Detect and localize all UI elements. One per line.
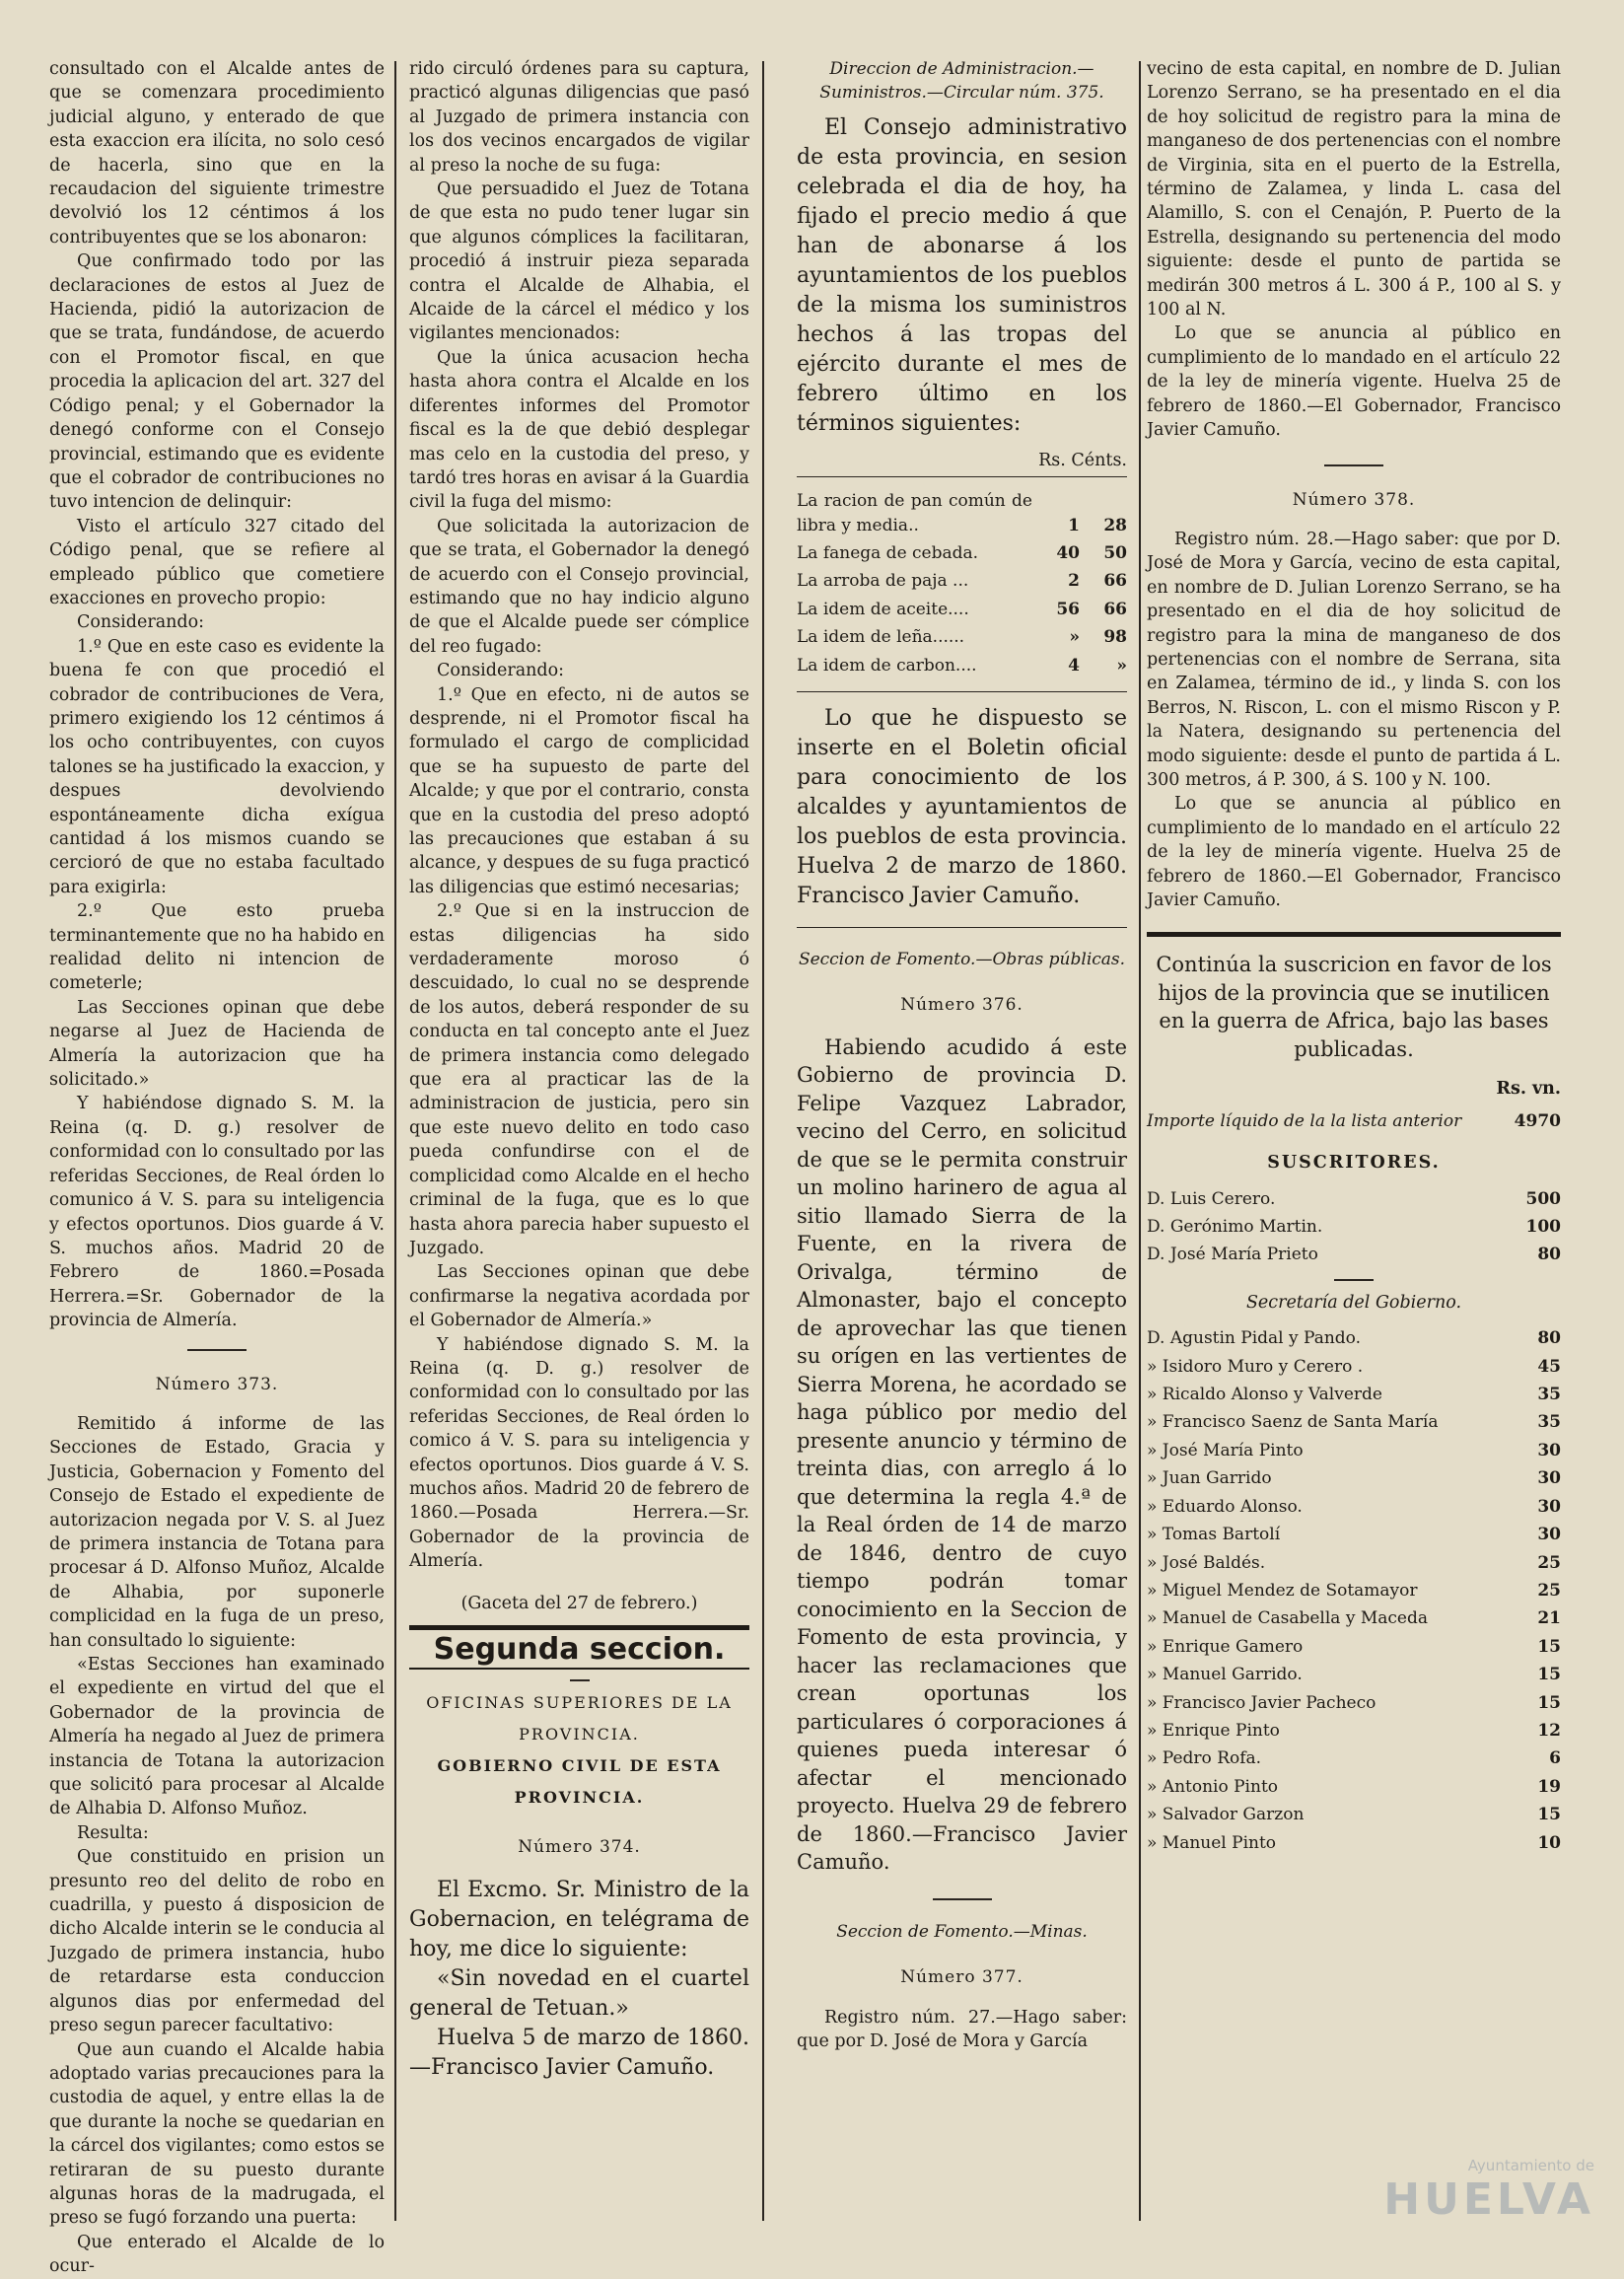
item-label: La idem de carbon.... — [797, 655, 977, 676]
paragraph: Habiendo acudido á este Gobierno de provincia D. Felipe Vazquez Labrador, vecino del Cerro, en solicitud de que se le permita construir un molino harinero de agua al sitio llamado Sierra de la Fuente, en la rivera de Orivalga, término de Almonaster, bajo el concepto de aprovechar las que tienen su orígen en las vertientes de Sierra Morena, he acordado se haga público por medio del presente anuncio y término de treinta dias, con arreglo á lo que determina la regla 4.ª de la Real órden de 14 de marzo de 1846, dentro de cuyo tiempo podrán tomar conocimiento en la Seccion de Fomento de esta provincia, y hacer las reclamaciones que crean oportunas los particulares ó corporaciones á quienes pueda interesar ó afectar el mencionado proyecto. Huelva 29 de febrero de 1860.—Francisco Javier Camuño. — [797, 1034, 1127, 1875]
paragraph: Y habiéndose dignado S. M. la Reina (q. D. g.) resolver de conformidad con lo consultado por las referidas Secciones, de Real órden lo comico á V. S. para su inteligencia y efectos oportunos. Dios guarde á V. S. muchos años. Madrid 20 de febrero de 1860.—Posada Herrera.—Sr. Gobernador de la provincia de Almería. — [409, 1334, 749, 1572]
table-row — [1147, 1577, 1561, 1604]
subscriber-amount: 15 — [1537, 1692, 1561, 1713]
table-row — [797, 596, 1127, 623]
secretaria-heading: Secretaría del Gobierno. — [1245, 1292, 1462, 1313]
subscriber-name: D. Agustin Pidal y Pando. — [1147, 1328, 1362, 1349]
table-row — [1147, 1353, 1561, 1381]
column-rule — [762, 61, 764, 2221]
subscribers-list-2 — [1147, 1324, 1561, 1857]
subscriber-name: » Eduardo Alonso. — [1147, 1496, 1303, 1517]
section-heading: Seccion de Fomento.—Obras públicas. — [798, 950, 1126, 970]
paragraph: El Consejo administrativo de esta provincia, en sesion celebrada el dia de hoy, ha fijado el precio medio á que han de abonarse á los ayuntamientos de los pueblos de la misma los suministros hechos á las tropas del ejército durante el mes de febrero último en los términos siguientes: — [797, 114, 1127, 436]
paragraph: Huelva 5 de marzo de 1860.—Francisco Javier Camuño. — [409, 2025, 749, 2080]
section-number: Número 374. — [518, 1837, 641, 1858]
paragraph: Que persuadido el Juez de Totana de que esta no pudo tener lugar sin que algunos cómplices la facilitaran, procedió á instruir pieza separada contra el Alcalde de Alhabia, el Alcaide de la cárcel el médico y los vigilantes mencionados: — [409, 179, 749, 344]
paragraph: Lo que se anuncia al público en cumplimiento de lo mandado en el artículo 22 de la ley de minería vigente. Huelva 25 de febrero de 1860.—El Gobernador, Francisco Javier Camuño. — [1147, 323, 1561, 441]
paragraph: «Sin novedad en el cuartel general de Tetuan.» — [409, 1965, 749, 2021]
table-row — [1147, 1107, 1561, 1135]
section-heading: Seccion de Fomento.—Minas. — [836, 1921, 1088, 1942]
table-row — [797, 623, 1127, 651]
paragraph: Lo que he dispuesto se inserte en el Boletin oficial para conocimiento de los alcaldes y ayuntamientos de los pueblos de esta provincia. Huelva 2 de marzo de 1860. Francisco Javier Camuño. — [797, 706, 1127, 909]
table-row — [1147, 1521, 1561, 1548]
table-row — [1147, 1437, 1561, 1464]
subscriber-amount: 45 — [1537, 1356, 1561, 1377]
table-row — [1147, 1213, 1561, 1241]
paragraph: Que confirmado todo por las declaraciones de estos al Juez de Hacienda, pidió la autorizacion de que se trata, fundándose, de acuerdo con el Promotor fiscal, en que procedia la aplicacion del art. 327 del Código penal; y el Gobernador la denegó conforme con el Consejo provincial, estimando que es evidente que el cobrador de contribuciones no tuvo intencion de delinquir: — [49, 251, 385, 513]
section-number: Número 377. — [900, 1967, 1024, 1988]
centimos-value: 66 — [1103, 599, 1127, 619]
subscriber-name: » Francisco Saenz de Santa María — [1147, 1412, 1439, 1433]
section-number: Número 373. — [155, 1374, 279, 1394]
paragraph: «Estas Secciones han examinado el expediente en virtud del que el Gobernador de la provincia de Almería ha negado al Juez de primera instancia de Totana la autorizacion que solicitó para procesar al Alcalde de Alhabia D. Alfonso Muñoz. — [49, 1655, 385, 1819]
source-note: (Gaceta del 27 de febrero.) — [460, 1593, 698, 1613]
subscriber-name: » Isidoro Muro y Cerero . — [1147, 1356, 1364, 1377]
paragraph: Y habiéndose dignado S. M. la Reina (q. D. g.) resolver de conformidad con lo consultado por las referidas Secciones, de Real órden lo comunico á V. S. para su inteligencia y efectos oportunos. Dios guarde á V. S. muchos años. Madrid 20 de Febrero de 1860.=Posada Herrera.=Sr. Gobernador de la provincia de Almería. — [49, 1094, 385, 1331]
subscriber-name: » Manuel Pinto — [1147, 1832, 1277, 1853]
paragraph: Considerando: — [437, 661, 565, 681]
divider — [1147, 932, 1561, 937]
paragraph: 2.º Que esto prueba terminantemente que no ha habido en realidad delito ni intencion de cometerle; — [49, 901, 385, 994]
importe-value: 4970 — [1514, 1110, 1561, 1131]
paragraph: Que la única acusacion hecha hasta ahora contra el Alcalde en los diferentes informes del Promotor fiscal es la de que debió desplegar mas celo en la custodia del preso, y tardó tres horas en avisar á la Guardia civil la fuga del mismo: — [409, 347, 749, 513]
subscriber-name: D. Luis Cerero. — [1147, 1188, 1276, 1209]
heading-oficinas: OFICINAS SUPERIORES DE LA PROVINCIA. — [426, 1693, 733, 1745]
subscriber-name: » Manuel Garrido. — [1147, 1665, 1303, 1685]
paragraph: Resulta: — [77, 1822, 149, 1843]
subscriber-amount: 15 — [1537, 1805, 1561, 1825]
table-row — [1147, 1829, 1561, 1857]
table-row — [797, 487, 1127, 539]
section-number: Número 376. — [900, 995, 1024, 1016]
subscriber-name: » José María Pinto — [1147, 1440, 1304, 1460]
currency-header: Rs. vn. — [1496, 1079, 1561, 1100]
subscriber-amount: 100 — [1525, 1217, 1561, 1238]
subscriber-amount: 80 — [1537, 1328, 1561, 1349]
divider — [1324, 464, 1383, 466]
divider — [570, 1679, 590, 1681]
paragraph: Que enterado el Alcalde de lo ocur- — [49, 2232, 385, 2277]
table-row — [1147, 1381, 1561, 1408]
reales-value: 56 — [1056, 599, 1080, 619]
subscriber-amount: 25 — [1537, 1580, 1561, 1601]
section-title: Segunda seccion. — [433, 1632, 726, 1667]
item-label: La fanega de cebada. — [797, 543, 979, 564]
subscriber-name: » Enrique Gamero — [1147, 1636, 1304, 1657]
watermark-line2: HUELVA — [1383, 2174, 1594, 2225]
section-number: Número 378. — [1292, 489, 1416, 510]
item-label: La racion de pan común de libra y media.. — [797, 491, 1032, 535]
divider — [187, 1349, 247, 1351]
table-row — [1147, 1549, 1561, 1577]
centimos-value: 98 — [1103, 627, 1127, 648]
item-label: La idem de aceite.... — [797, 599, 969, 619]
paragraph: Visto el artículo 327 citado del Código penal, que se refiere al empleado público que cometiere exacciones en provecho propio: — [49, 516, 385, 608]
table-row — [1147, 1324, 1561, 1352]
paragraph: 1.º Que en este caso es evidente la buena fe con que procedió el cobrador de contribuciones de Vera, primero exigiendo los 12 céntimos á los ocho contribuyentes, con cuyos talones se ha justificado la exaccion, y despues devolviendo espontáneamente dicha exígua cantidad á los mismos cuando se cercioró de que no estaba facultado para exigirla: — [49, 636, 385, 897]
paragraph: consultado con el Alcalde antes de que se comenzara procedimiento judicial alguno, y enterado de que esta exaccion era ilícita, no solo cesó de hacerla, sino que en la recaudacion del siguiente trimestre devolvió los 12 céntimos á los contribuyentes que se los abonaron: — [49, 59, 385, 248]
reales-value: 1 — [1068, 515, 1080, 535]
table-header: Rs. Cénts. — [1038, 450, 1127, 470]
watermark-line1: Ayuntamiento de — [1467, 2157, 1594, 2174]
subscriber-amount: 30 — [1537, 1496, 1561, 1517]
table-row — [1147, 1185, 1561, 1213]
paragraph: Las Secciones opinan que debe negarse al Juez de Hacienda de Almería la autorizacion que ha solicitado.» — [49, 997, 385, 1091]
subscriber-amount: 35 — [1537, 1385, 1561, 1405]
divider — [797, 691, 1127, 692]
subscriber-name: » Ricaldo Alonso y Valverde — [1147, 1385, 1382, 1405]
subscriber-name: » Salvador Garzon — [1147, 1805, 1305, 1825]
subscriber-name: D. Gerónimo Martin. — [1147, 1217, 1323, 1238]
subscriber-name: » Tomas Bartolí — [1147, 1525, 1281, 1545]
subscriber-amount: 30 — [1537, 1525, 1561, 1545]
item-label: La arroba de paja ... — [797, 571, 969, 592]
subscriber-amount: 500 — [1525, 1188, 1561, 1209]
table-row — [1147, 1745, 1561, 1772]
table-row — [1147, 1493, 1561, 1521]
table-row — [1147, 1773, 1561, 1801]
subscriber-amount: 30 — [1537, 1468, 1561, 1489]
table-row — [1147, 1464, 1561, 1492]
paragraph: Considerando: — [77, 612, 205, 633]
divider — [797, 927, 1127, 928]
subscriber-name: » José Baldés. — [1147, 1552, 1266, 1573]
subscriber-amount: 35 — [1537, 1412, 1561, 1433]
centimos-value: 50 — [1103, 543, 1127, 564]
reales-value: » — [1069, 627, 1080, 648]
subscriber-name: » Pedro Rofa. — [1147, 1748, 1262, 1769]
column-2 — [409, 57, 749, 2083]
subscriber-amount: 25 — [1537, 1552, 1561, 1573]
table-row — [1147, 1801, 1561, 1828]
reales-value: 2 — [1068, 571, 1080, 592]
section-banner — [409, 1625, 749, 1670]
price-table — [797, 487, 1127, 679]
subscriber-name: » Enrique Pinto — [1147, 1720, 1280, 1741]
subscriber-name: D. José María Prieto — [1147, 1245, 1318, 1265]
subscriber-amount: 19 — [1537, 1776, 1561, 1797]
paragraph: 1.º Que en efecto, ni de autos se desprende, ni el Promotor fiscal ha formulado el cargo de complicidad que se ha supuesto de parte del Alcalde; y que por el contrario, consta que en la custodia del preso adoptó las precauciones que estaban á su alcance, y despues de su fuga practicó las diligencias que estimó necesarias; — [409, 684, 749, 897]
table-row — [797, 567, 1127, 595]
heading-gobierno: GOBIERNO CIVIL DE ESTA PROVINCIA. — [437, 1756, 722, 1808]
table-row — [1147, 1633, 1561, 1661]
divider — [933, 1898, 992, 1900]
centimos-value: 28 — [1103, 515, 1127, 535]
paragraph: Que solicitada la autorizacion de que se trata, el Gobernador la denegó de acuerdo con el Consejo provincial, estimando que no hay indicio alguno de que el Alcalde puede ser cómplice del reo fugado: — [409, 516, 749, 657]
table-row — [1147, 1689, 1561, 1717]
table-row — [1147, 1241, 1561, 1268]
subscriber-amount: 15 — [1537, 1636, 1561, 1657]
column-rule — [1139, 61, 1141, 2221]
subscriber-name: » Francisco Javier Pacheco — [1147, 1692, 1377, 1713]
column-4 — [1147, 57, 1561, 1857]
column-1 — [49, 57, 385, 2279]
subscriber-amount: 30 — [1537, 1440, 1561, 1460]
paragraph: Lo que se anuncia al público en cumplimiento de lo mandado en el artículo 22 de la ley de minería vigente. Huelva 25 de febrero de 1860.—El Gobernador, Francisco Javier Camuño. — [1147, 794, 1561, 910]
paragraph: 2.º Que si en la instruccion de estas diligencias ha sido verdaderamente moroso ó descuidado, lo cual no se desprende de los autos, deberá responder de su conducta en tal concepto ante el Juez de primera instancia como delegado que era al practicar las de la administracion de justicia, pero sin que este nuevo delito en todo caso pueda confundirse con el de complicidad como Alcalde en el hecho criminal de la fuga, que es lo que hasta ahora parecia haber supuesto el Juzgado. — [409, 901, 749, 1258]
centimos-value: » — [1116, 655, 1127, 676]
reales-value: 40 — [1056, 543, 1080, 564]
paragraph: rido circuló órdenes para su captura, practicó algunas diligencias que pasó al Juzgado de primera instancia con los dos vecinos encargados de vigilar al preso la noche de su fuga: — [409, 59, 749, 176]
reales-value: 4 — [1068, 655, 1080, 676]
table-row — [1147, 1604, 1561, 1632]
importe-table — [1147, 1107, 1561, 1135]
table-row — [1147, 1717, 1561, 1745]
column-rule — [394, 61, 396, 2221]
paragraph: Que constituido en prision un presunto reo del delito de robo en cuadrilla, y puesto á disposicion de dicho Alcalde interin se le conducia al Juzgado de primera instancia, hubo de retardarse esta conduccion algunos dias por enfermedad del preso segun parecer facultativo: — [49, 1847, 385, 2036]
paragraph: Remitido á informe de las Secciones de Estado, Gracia y Justicia, Gobernacion y Fomento del Consejo de Estado el expediente de autorizacion negada por V. S. al Juez de primera instancia de Totana para procesar á D. Alfonso Muñoz, Alcalde de Alhabia, por suponerle complicidad en la fuga de un preso, han consultado lo siguiente: — [49, 1413, 385, 1651]
subscriber-amount: 10 — [1537, 1832, 1561, 1853]
subscriber-amount: 21 — [1537, 1608, 1561, 1629]
subscriber-amount: 6 — [1549, 1748, 1561, 1769]
subscriber-name: » Manuel de Casabella y Maceda — [1147, 1608, 1428, 1629]
subscribers-list-1 — [1147, 1185, 1561, 1269]
paragraph: Las Secciones opinan que debe confirmarse la negativa acordada por el Gobernador de Almería.» — [409, 1262, 749, 1331]
table-row — [1147, 1661, 1561, 1688]
subscriber-name: » Miguel Mendez de Sotamayor — [1147, 1580, 1418, 1601]
divider — [797, 476, 1127, 477]
subscriber-amount: 12 — [1537, 1720, 1561, 1741]
subscriber-amount: 80 — [1537, 1245, 1561, 1265]
divider — [1334, 1279, 1374, 1281]
paragraph: Que aun cuando el Alcalde habia adoptado varias precauciones para la custodia de aquel, y entre ellas la de que durante la noche se quedarian en la cárcel dos vigilantes; como estos se retiraran de su puesto durante algunas horas de la madrugada, el preso se fugó forzando una puerta: — [49, 2039, 385, 2229]
subscriber-name: » Antonio Pinto — [1147, 1776, 1279, 1797]
paragraph: vecino de esta capital, en nombre de D. Julian Lorenzo Serrano, se ha presentado en el dia de hoy solicitud de registro para la mina de manganeso de dos pertenencias con el nombre de Virginia, sita en el puerto de la Estrella, término de Zalamea, y linda L. casa del Alamillo, S. con el Cenajón, P. Puerto de la Estrella, designando su pertenencia del modo siguiente: desde el punto de partida se medirán 300 metros á L. 300 á P., 100 al S. y 100 al N. — [1147, 59, 1561, 320]
paragraph: El Excmo. Sr. Ministro de la Gobernacion, en telégrama de hoy, me dice lo siguiente: — [409, 1877, 749, 1961]
centimos-value: 66 — [1103, 571, 1127, 592]
paragraph: Registro núm. 28.—Hago saber: que por D. José de Mora y García, vecino de esta capital, en nombre de D. Julian Lorenzo Serrano, se ha presentado en el dia de hoy solicitud de registro para la mina de manganeso de dos pertenencias con el nombre de Serrana, sita en Zalamea, término de id., y linda S. con los Berros, N. Riscon, L. con el mismo Riscon y P. la Natera, designando su pertenencia del modo siguiente: desde el punto de partida á L. 300 metros, á P. 300, á S. 100 y N. 100. — [1147, 529, 1561, 790]
subscribers-heading: SUSCRITORES. — [1267, 1153, 1441, 1174]
importe-label: Importe líquido de la la lista anterior — [1147, 1110, 1462, 1131]
subscriber-name: » Juan Garrido — [1147, 1468, 1272, 1489]
subscriber-amount: 15 — [1537, 1665, 1561, 1685]
subscription-title: Continúa la suscricion en favor de los hijos de la provincia que se inutilicen en la guerra de Africa, bajo las bases publicadas. — [1156, 953, 1552, 1061]
item-label: La idem de leña...... — [797, 627, 965, 648]
table-row — [797, 652, 1127, 679]
watermark — [1383, 2157, 1594, 2225]
section-heading: Direccion de Administracion.—Suministros.—Circular núm. 375. — [819, 59, 1104, 104]
table-row — [1147, 1408, 1561, 1436]
column-3 — [797, 57, 1127, 2054]
table-row — [797, 539, 1127, 567]
paragraph: Registro núm. 27.—Hago saber: que por D. José de Mora y García — [797, 2007, 1127, 2052]
